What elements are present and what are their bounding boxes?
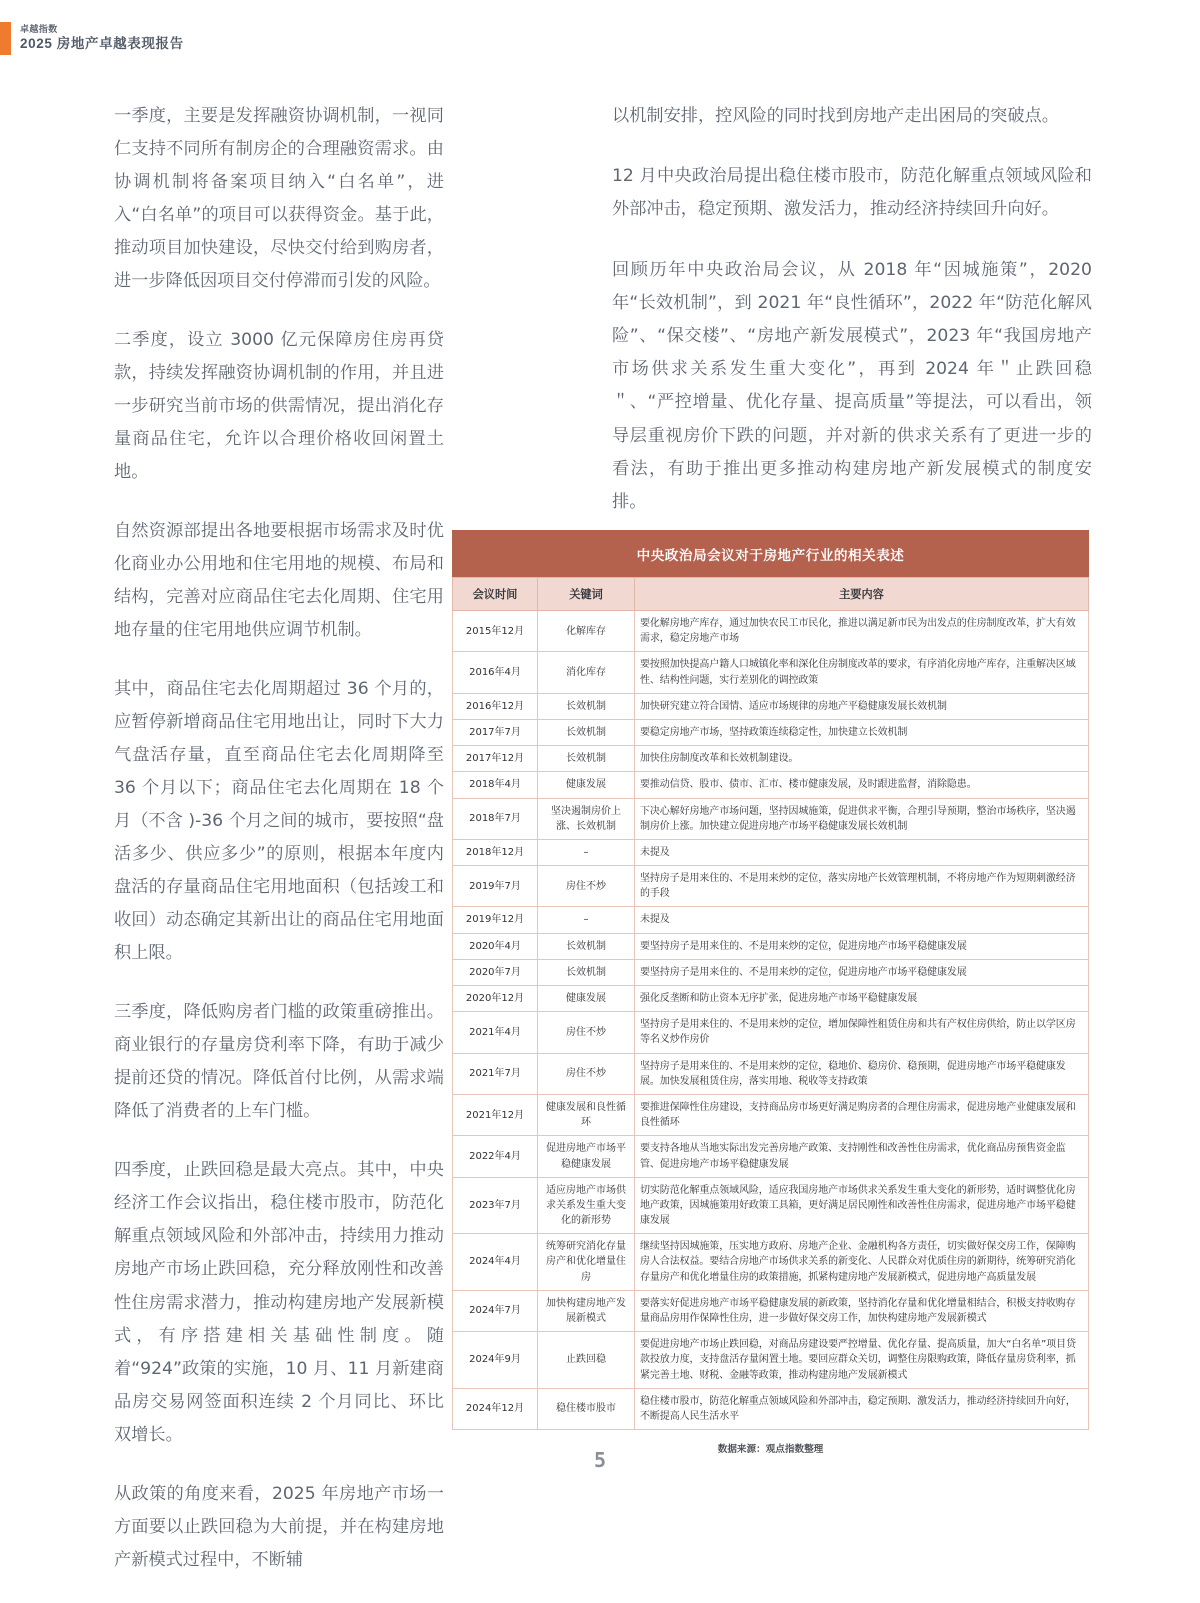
table-body xyxy=(453,611,1089,1430)
cell-keyword: 消化库存 xyxy=(538,652,635,693)
cell-meeting-date: 2024年4月 xyxy=(453,1234,538,1291)
cell-meeting-date: 2023年7月 xyxy=(453,1177,538,1234)
table-head xyxy=(453,578,1089,611)
cell-meeting-date: 2020年4月 xyxy=(453,933,538,959)
cell-keyword: 加快构建房地产发展新模式 xyxy=(538,1290,635,1331)
cell-meeting-date: 2019年7月 xyxy=(453,866,538,907)
cell-meeting-date: 2017年12月 xyxy=(453,746,538,772)
brand-text xyxy=(20,25,184,51)
table-title: 中央政治局会议对于房地产行业的相关表述 xyxy=(452,530,1089,577)
cell-meeting-date: 2020年7月 xyxy=(453,959,538,985)
page-header xyxy=(0,22,184,55)
table-row xyxy=(453,959,1089,985)
cell-content: 稳住楼市股市，防范化解重点领域风险和外部冲击，稳定预期、激发活力，推动经济持续回升向好，不断提高人民生活水平 xyxy=(635,1388,1089,1429)
table-row xyxy=(453,1177,1089,1234)
paragraph: 12 月中央政治局提出稳住楼市股市，防范化解重点领域风险和外部冲击，稳定预期、激发活力，推动经济持续回升向好。 xyxy=(612,166,1092,220)
cell-content: 要化解房地产库存，通过加快农民工市民化，推进以满足新市民为出发点的住房制度改革，扩大有效需求，稳定房地产市场 xyxy=(635,611,1089,652)
table-row xyxy=(453,746,1089,772)
cell-content: 坚持房子是用来住的、不是用来炒的定位，增加保障性租赁住房和共有产权住房供给，防止以学区房等名义炒作房价 xyxy=(635,1012,1089,1053)
paragraph: 其中，商品住宅去化周期超过 36 个月的，应暂停新增商品住宅用地出让，同时下大力气盘活存量，直至商品住宅去化周期降至 36 个月以下；商品住宅去化周期在 18 个月（不含 )-36 个月之间的城市，要按照“盘活多少、供应多少”的原则，根据本年度内盘活的存量商品住宅用地面积（包括竣工和收回）动态确定其新出让的商品住宅用地面积上限。 xyxy=(114,679,444,964)
cell-content: 要稳定房地产市场，坚持政策连续稳定性，加快建立长效机制 xyxy=(635,719,1089,745)
cell-keyword: 健康发展 xyxy=(538,986,635,1012)
cell-meeting-date: 2018年7月 xyxy=(453,798,538,839)
cell-meeting-date: 2021年7月 xyxy=(453,1053,538,1094)
cell-content: 切实防范化解重点领域风险，适应我国房地产市场供求关系发生重大变化的新形势，适时调整优化房地产政策，因城施策用好政策工具箱，更好满足居民刚性和改善性住房需求，促进房地产市场平稳健康发展 xyxy=(635,1177,1089,1234)
brand-accent-bar xyxy=(0,22,11,55)
right-column xyxy=(612,100,1092,546)
cell-content: 要促进房地产市场止跌回稳，对商品房建设要严控增量、优化存量、提高质量，加大“白名单”项目贷款投放力度，支持盘活存量闲置土地。要回应群众关切，调整住房限购政策，降低存量房贷利率，抓紧完善土地、财税、金融等政策，推动构建房地产发展新模式 xyxy=(635,1332,1089,1389)
cell-content: 继续坚持因城施策，压实地方政府、房地产企业、金融机构各方责任，切实做好保交房工作，保障购房人合法权益。要结合房地产市场供求关系的新变化、人民群众对优质住房的新期待，统筹研究消化存量房产和优化增量住房的政策措施，抓紧构建房地产发展新模式，促进房地产高质量发展 xyxy=(635,1234,1089,1291)
cell-keyword: 长效机制 xyxy=(538,746,635,772)
cell-content: 要推动信贷、股市、债市、汇市、楼市健康发展，及时跟进监督，消除隐患。 xyxy=(635,772,1089,798)
table-row xyxy=(453,772,1089,798)
cell-meeting-date: 2024年9月 xyxy=(453,1332,538,1389)
cell-keyword: 房住不炒 xyxy=(538,1012,635,1053)
cell-keyword: 统筹研究消化存量房产和优化增量住房 xyxy=(538,1234,635,1291)
table-row xyxy=(453,693,1089,719)
page-number: 5 xyxy=(593,1448,607,1472)
table-row xyxy=(453,1136,1089,1177)
cell-content: 加快住房制度改革和长效机制建设。 xyxy=(635,746,1089,772)
cell-keyword: – xyxy=(538,907,635,933)
paragraph: 三季度，降低购房者门槛的政策重磅推出。商业银行的存量房贷利率下降，有助于减少提前还贷的情况。降低首付比例，从需求端降低了消费者的上车门槛。 xyxy=(114,1002,444,1122)
cell-keyword: 坚决遏制房价上涨、长效机制 xyxy=(538,798,635,839)
cell-content: 未提及 xyxy=(635,907,1089,933)
cell-meeting-date: 2019年12月 xyxy=(453,907,538,933)
cell-keyword: 长效机制 xyxy=(538,959,635,985)
policy-table xyxy=(452,530,1089,1430)
table-row xyxy=(453,1234,1089,1291)
table-row xyxy=(453,839,1089,865)
page-content xyxy=(0,100,1200,1570)
table-row xyxy=(453,1053,1089,1094)
cell-meeting-date: 2018年4月 xyxy=(453,772,538,798)
left-column xyxy=(114,100,444,1603)
table-row xyxy=(453,1388,1089,1429)
table-row xyxy=(453,1012,1089,1053)
brand-title: 2025 房地产卓越表现报告 xyxy=(20,36,184,52)
table-row xyxy=(453,1332,1089,1389)
table-row xyxy=(453,933,1089,959)
paragraph: 回顾历年中央政治局会议，从 2018 年“因城施策”，2020 年“长效机制”，到 2021 年“良性循环”，2022 年“防范化解风险”、“保交楼”、“房地产新发展模式”，2023 年“我国房地产市场供求关系发生重大变化”，再到 2024 年＂止跌回稳＂、“严控增量、优化存量、提高质量”等提法，可以看出，领导层重视房价下跌的问题，并对新的供求关系有了更进一步的看法，有助于推出更多推动构建房地产新发展模式的制度安排。 xyxy=(612,259,1092,512)
cell-content: 坚持房子是用来住的、不是用来炒的定位，稳地价、稳房价、稳预期，促进房地产市场平稳健康发展。加快发展租赁住房，落实用地、税收等支持政策 xyxy=(635,1053,1089,1094)
paragraph: 自然资源部提出各地要根据市场需求及时优化商业办公用地和住宅用地的规模、布局和结构，完善对应商品住宅去化周期、住宅用地存量的住宅用地供应调节机制。 xyxy=(114,521,444,641)
cell-keyword: – xyxy=(538,839,635,865)
cell-keyword: 适应房地产市场供求关系发生重大变化的新形势 xyxy=(538,1177,635,1234)
cell-content: 坚持房子是用来住的、不是用来炒的定位，落实房地产长效管理机制，不将房地产作为短期刺激经济的手段 xyxy=(635,866,1089,907)
table-row xyxy=(453,652,1089,693)
cell-content: 下决心解好房地产市场问题，坚持因城施策，促进供求平衡，合理引导预期，整治市场秩序，坚决遏制房价上涨。加快建立促进房地产市场平稳健康发展长效机制 xyxy=(635,798,1089,839)
cell-content: 要推进保障性住房建设，支持商品房市场更好满足购房者的合理住房需求，促进房地产业健康发展和良性循环 xyxy=(635,1094,1089,1135)
cell-meeting-date: 2016年4月 xyxy=(453,652,538,693)
cell-keyword: 健康发展 xyxy=(538,772,635,798)
table-row xyxy=(453,798,1089,839)
paragraph: 以机制安排，控风险的同时找到房地产走出困局的突破点。 xyxy=(612,106,1059,126)
cell-content: 要坚持房子是用来住的、不是用来炒的定位，促进房地产市场平稳健康发展 xyxy=(635,959,1089,985)
brand-subtitle: 卓越指数 xyxy=(20,24,58,35)
paragraph: 四季度，止跌回稳是最大亮点。其中，中央经济工作会议指出，稳住楼市股市，防范化解重点领域风险和外部冲击，持续用力推动房地产市场止跌回稳，充分释放刚性和改善性住房需求潜力，推动构建房地产发展新模式，有序搭建相关基础性制度。随着“924”政策的实施，10 月、11 月新建商品房交易网签面积连续 2 个月同比、环比双增长。 xyxy=(114,1160,444,1445)
cell-keyword: 长效机制 xyxy=(538,933,635,959)
table-row xyxy=(453,866,1089,907)
table-row xyxy=(453,1094,1089,1135)
cell-content: 要落实好促进房地产市场平稳健康发展的新政策，坚持消化存量和优化增量相结合，积极支持收购存量商品房用作保障性住房，进一步做好保交房工作，加快构建房地产发展新模式 xyxy=(635,1290,1089,1331)
cell-keyword: 稳住楼市股市 xyxy=(538,1388,635,1429)
cell-keyword: 房住不炒 xyxy=(538,866,635,907)
cell-meeting-date: 2016年12月 xyxy=(453,693,538,719)
cell-meeting-date: 2018年12月 xyxy=(453,839,538,865)
paragraph: 一季度，主要是发挥融资协调机制，一视同仁支持不同所有制房企的合理融资需求。由协调机制将备案项目纳入“白名单”，进入“白名单”的项目可以获得资金。基于此，推动项目加快建设，尽快交付给到购房者，进一步降低因项目交付停滞而引发的风险。 xyxy=(114,106,444,292)
cell-meeting-date: 2021年4月 xyxy=(453,1012,538,1053)
column-header-content: 主要内容 xyxy=(635,578,1089,611)
cell-keyword: 长效机制 xyxy=(538,693,635,719)
cell-meeting-date: 2024年7月 xyxy=(453,1290,538,1331)
table-row xyxy=(453,986,1089,1012)
cell-keyword: 化解库存 xyxy=(538,611,635,652)
table-source-note: 数据来源：观点指数整理 xyxy=(717,1444,824,1456)
policy-table-container xyxy=(452,530,1089,1455)
cell-meeting-date: 2024年12月 xyxy=(453,1388,538,1429)
cell-content: 要坚持房子是用来住的、不是用来炒的定位，促进房地产市场平稳健康发展 xyxy=(635,933,1089,959)
table-header-row xyxy=(453,578,1089,611)
cell-keyword: 止跌回稳 xyxy=(538,1332,635,1389)
cell-keyword: 长效机制 xyxy=(538,719,635,745)
cell-meeting-date: 2015年12月 xyxy=(453,611,538,652)
cell-meeting-date: 2017年7月 xyxy=(453,719,538,745)
cell-keyword: 健康发展和良性循环 xyxy=(538,1094,635,1135)
column-header-keyword: 关键词 xyxy=(538,578,635,611)
cell-content: 要按照加快提高户籍人口城镇化率和深化住房制度改革的要求，有序消化房地产库存，注重解决区域性、结构性问题，实行差别化的调控政策 xyxy=(635,652,1089,693)
cell-meeting-date: 2021年12月 xyxy=(453,1094,538,1135)
cell-content: 加快研究建立符合国情、适应市场规律的房地产平稳健康发展长效机制 xyxy=(635,693,1089,719)
paragraph: 从政策的角度来看，2025 年房地产市场一方面要以止跌回稳为大前提，并在构建房地产新模式过程中，不断辅 xyxy=(114,1483,444,1570)
cell-meeting-date: 2020年12月 xyxy=(453,986,538,1012)
table-row xyxy=(453,611,1089,652)
cell-meeting-date: 2022年4月 xyxy=(453,1136,538,1177)
cell-content: 强化反垄断和防止资本无序扩张，促进房地产市场平稳健康发展 xyxy=(635,986,1089,1012)
table-row xyxy=(453,719,1089,745)
column-header-date: 会议时间 xyxy=(453,578,538,611)
table-row xyxy=(453,1290,1089,1331)
cell-content: 未提及 xyxy=(635,839,1089,865)
table-row xyxy=(453,907,1089,933)
cell-keyword: 房住不炒 xyxy=(538,1053,635,1094)
paragraph: 二季度，设立 3000 亿元保障房住房再贷款，持续发挥融资协调机制的作用，并且进一步研究当前市场的供需情况，提出消化存量商品住宅，允许以合理价格收回闲置土地。 xyxy=(114,330,444,483)
cell-keyword: 促进房地产市场平稳健康发展 xyxy=(538,1136,635,1177)
cell-content: 要支持各地从当地实际出发完善房地产政策、支持刚性和改善性住房需求，优化商品房预售资金监管、促进房地产市场平稳健康发展 xyxy=(635,1136,1089,1177)
